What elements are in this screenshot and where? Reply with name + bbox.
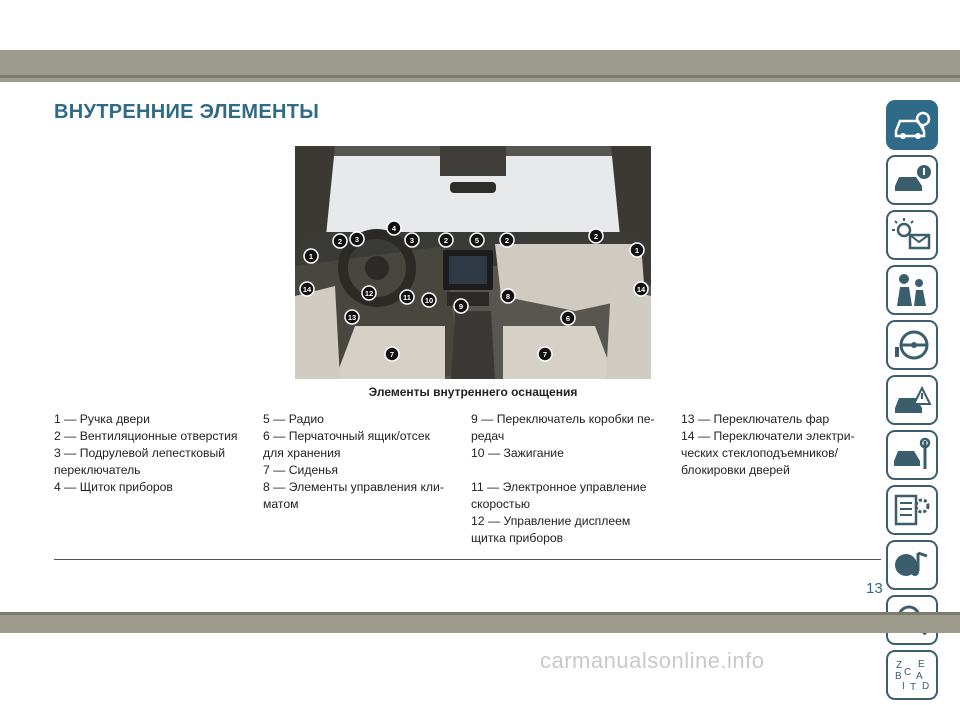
svg-text:E: E (918, 659, 925, 670)
callout-4-cluster (387, 221, 401, 235)
legend-column-4 (681, 411, 881, 479)
top-band (0, 50, 960, 82)
svg-text:2: 2 (593, 232, 599, 241)
legend-item-12: 12 — Управление дисплеем щитка приборов (471, 514, 631, 545)
svg-text:3: 3 (409, 236, 415, 245)
legend-item-7: 7 — Сиденья (263, 463, 338, 477)
callout-11-speed-control (400, 290, 414, 304)
legend-item-9: 9 — Переключатель коробки пе- редач (471, 412, 655, 443)
callout-14-right-switches (634, 282, 648, 296)
svg-text:B: B (895, 671, 902, 682)
svg-text:7: 7 (389, 350, 395, 359)
legend-column-1 (54, 411, 254, 496)
multimedia-icon[interactable] (886, 540, 938, 590)
legend-item-1: 1 — Ручка двери (54, 412, 150, 426)
callout-12-display-control (362, 286, 376, 300)
svg-text:6: 6 (565, 314, 571, 323)
callout-14-left-switches (300, 282, 314, 296)
svg-text:1: 1 (308, 252, 314, 261)
callout-9-gear-selector (454, 299, 468, 313)
car-key-icon[interactable] (886, 100, 938, 150)
legend-item-8: 8 — Элементы управления кли- матом (263, 480, 444, 511)
svg-text:2: 2 (337, 237, 343, 246)
callout-7-right-seat (538, 347, 552, 361)
svg-text:9: 9 (458, 302, 464, 311)
steering-wheel-icon[interactable] (886, 320, 938, 370)
svg-text:14: 14 (636, 285, 646, 294)
interior-photo (295, 146, 651, 379)
svg-text:5: 5 (474, 236, 480, 245)
callout-6-glovebox (561, 311, 575, 325)
car-info-icon[interactable] (886, 155, 938, 205)
callout-3-right-paddle (405, 233, 419, 247)
page-title: ВНУТРЕННИЕ ЭЛЕМЕНТЫ (54, 101, 320, 123)
svg-text:C: C (904, 667, 912, 678)
svg-text:10: 10 (424, 296, 434, 305)
roadside-warning-icon[interactable] (886, 375, 938, 425)
watermark: carmanualsonline.info (540, 648, 765, 673)
safety-airbag-icon[interactable] (886, 265, 938, 315)
svg-text:2: 2 (443, 236, 449, 245)
legend-item-11: 11 — Электронное управление скоростью (471, 480, 647, 511)
svg-text:7: 7 (542, 350, 548, 359)
callout-2-center-vent-right (500, 233, 514, 247)
svg-text:3: 3 (354, 235, 360, 244)
svg-text:14: 14 (302, 285, 312, 294)
svg-text:Z: Z (896, 660, 903, 671)
warning-lights-icon[interactable] (886, 210, 938, 260)
svg-text:13: 13 (347, 313, 357, 322)
legend-column-3 (471, 411, 671, 547)
callout-2-left-vent (333, 234, 347, 248)
legend-item-13: 13 — Переключатель фар (681, 412, 830, 426)
svg-text:D: D (922, 681, 930, 692)
svg-text:T: T (910, 682, 917, 693)
svg-text:1: 1 (634, 246, 640, 255)
page-number: 13 (866, 580, 883, 597)
legend-item-2: 2 — Вентиляционные отверстия (54, 429, 238, 443)
index-icon[interactable] (886, 650, 938, 700)
svg-text:11: 11 (403, 293, 411, 302)
specifications-icon[interactable] (886, 485, 938, 535)
callout-1-right-handle (630, 243, 644, 257)
callout-2-center-vent-left (439, 233, 453, 247)
svg-text:I: I (902, 681, 905, 692)
bottom-band (0, 612, 960, 633)
legend-item-5: 5 — Радио (263, 412, 324, 426)
legend-item-14: 14 — Переключатели электри- ческих стеклоподъемников/ блокировки дверей (681, 429, 855, 477)
svg-text:4: 4 (391, 224, 397, 233)
legend-column-2 (263, 411, 463, 513)
callout-2-right-vent (589, 229, 603, 243)
svg-text:2: 2 (504, 236, 510, 245)
svg-text:12: 12 (364, 289, 374, 298)
legend-item-3: 3 — Подрулевой лепестковый переключатель (54, 446, 226, 477)
legend-item-6: 6 — Перчаточный ящик/отсек для хранения (263, 429, 430, 460)
callout-13-headlight-switch (345, 310, 359, 324)
legend-item-10: 10 — Зажигание (471, 446, 564, 460)
legend-item-4: 4 — Щиток приборов (54, 480, 173, 494)
bottom-rule (54, 559, 881, 560)
callout-3-left-paddle (350, 232, 364, 246)
callout-5-radio (470, 233, 484, 247)
callout-8-climate (501, 289, 515, 303)
callout-1-left-handle (304, 249, 318, 263)
callout-7-left-seat (385, 347, 399, 361)
svg-text:A: A (916, 671, 923, 682)
svg-text:8: 8 (505, 292, 511, 301)
callout-10-ignition (422, 293, 436, 307)
car-service-icon[interactable] (886, 430, 938, 480)
figure-caption: Элементы внутреннего оснащения (368, 385, 578, 399)
